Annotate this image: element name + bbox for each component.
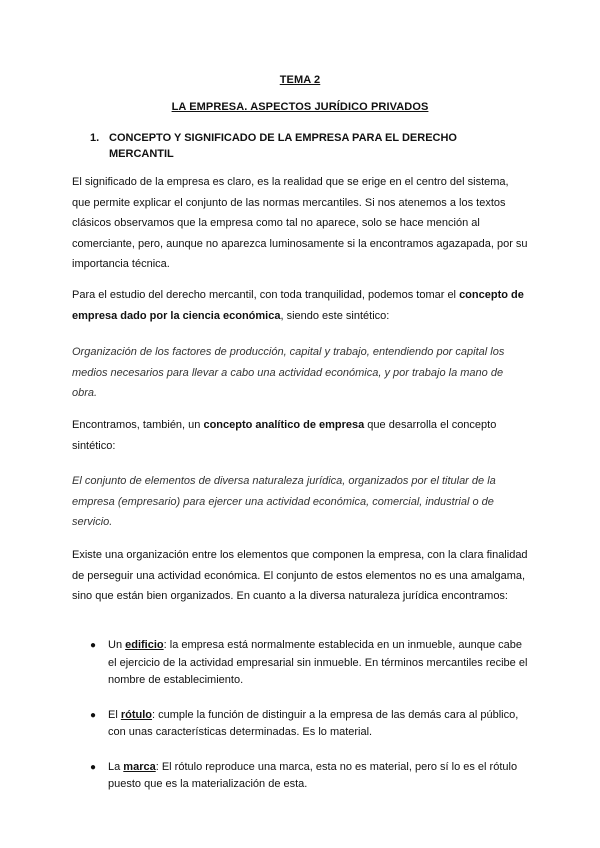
list-item-prefix: El	[108, 708, 121, 721]
paragraph-estudio	[72, 285, 528, 326]
elements-list	[90, 637, 530, 811]
paragraph-analitico	[72, 415, 528, 456]
section-heading-text: CONCEPTO Y SIGNIFICADO DE LA EMPRESA PARA EL DERECHO MERCANTIL	[109, 132, 457, 160]
list-item-text: : cumple la función de distinguir a la empresa de las demás cara al público, con unas características determinadas. Es lo material.	[108, 708, 519, 738]
paragraph-analitico-tail: que desarrolla el concepto sintético:	[72, 419, 497, 452]
bullet-icon: ●	[90, 761, 97, 773]
bullet-icon: ●	[90, 709, 97, 721]
paragraph-analitico-text: Encontramos, también, un	[72, 419, 204, 431]
concepto-analitico-bold: concepto analítico de empresa	[203, 419, 365, 431]
list-item-text: : la empresa está normalmente establecida en un inmueble, aunque cabe el ejercicio de la actividad empresarial sin inmueble. En términos mercantiles recibe el nombre de establecimiento.	[108, 639, 528, 686]
section-heading	[90, 130, 510, 162]
section-number: 1.	[90, 132, 100, 144]
quote-concepto-sintetico: Organización de los factores de producción, capital y trabajo, entendiendo por capital los medios necesarios para llevar a cabo una actividad económica, y por trabajo la mano de obra.	[72, 346, 505, 399]
quote-concepto-analitico: El conjunto de elementos de diversa naturaleza jurídica, organizados por el titular de la empresa (empresario) para ejercer una actividad económica, comercial, industrial o de servicio.	[72, 475, 496, 528]
bullet-icon: ●	[90, 640, 97, 651]
list-item	[90, 759, 530, 794]
list-item-text: : El rótulo reproduce una marca, esta no es material, pero sí lo es el rótulo puesto que es la materialización de esta.	[108, 760, 518, 790]
document-subtitle: LA EMPRESA. ASPECTOS JURÍDICO PRIVADOS	[171, 101, 429, 113]
paragraph-estudio-text: Para el estudio del derecho mercantil, con toda tranquilidad, podemos tomar el	[72, 289, 460, 301]
concepto-sintetico-bold: concepto de empresa dado por la ciencia económica	[72, 289, 524, 322]
paragraph-estudio-tail: , siendo este sintético:	[280, 309, 390, 322]
term-marca: marca	[123, 760, 156, 773]
paragraph-organizacion: Existe una organización entre los elementos que componen la empresa, con la clara finalidad de perseguir una actividad económica. El conjunto de estos elementos no es una amalgama, sino que están bien organizados. En cuanto a la diversa naturaleza jurídica encontramos:	[72, 549, 528, 602]
list-item-prefix: Un	[108, 639, 126, 651]
term-rotulo: rótulo	[120, 708, 153, 721]
term-edificio: edificio	[125, 639, 164, 651]
document-title: TEMA 2	[279, 74, 321, 86]
list-item	[90, 707, 530, 742]
paragraph-significado: El significado de la empresa es claro, es la realidad que se erige en el centro del sistema, que permite explicar el conjunto de las normas mercantiles. Si nos atenemos a los textos clásicos observamos que la empresa como tal no aparece, solo se hace mención al comerciante, pero, aunque no aparezca luminosamente si la encontramos agazapada, por su importancia técnica.	[72, 176, 528, 270]
list-item-prefix: La	[108, 760, 124, 773]
list-item	[90, 637, 530, 690]
